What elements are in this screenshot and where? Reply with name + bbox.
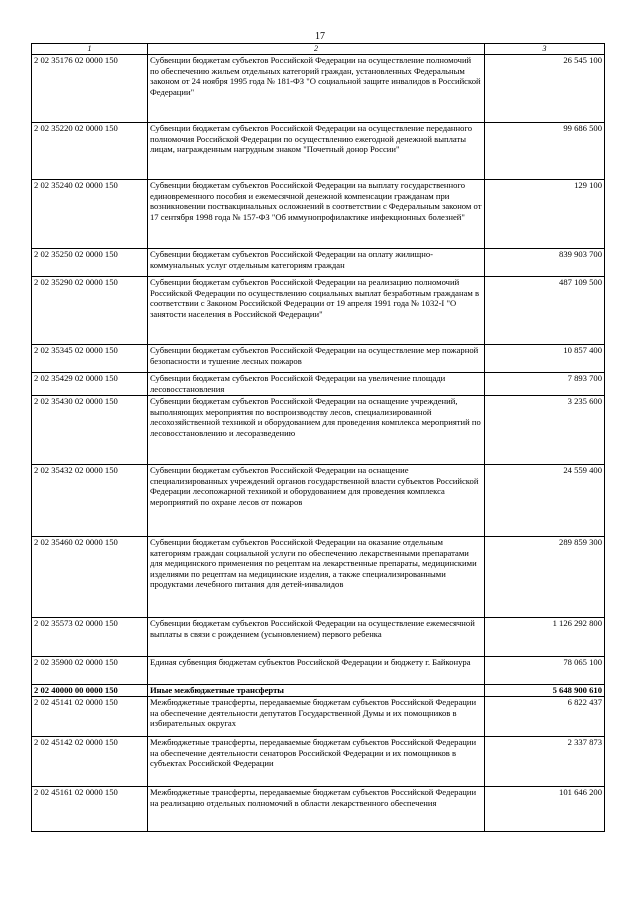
- table-row: [32, 277, 605, 345]
- description-cell: Субвенции бюджетам субъектов Российской Федерации на выплату государственного единовременного пособия и ежемесячной денежной компенсации гражданам при возникновении поствакцинальных осложнений в соответствии с Федеральным законом от 17 сентября 1998 года № 157-ФЗ "Об иммунопрофилактике инфекционных болезней": [148, 180, 485, 249]
- amount-cell: 101 646 200: [485, 787, 605, 832]
- code-cell: 2 02 35432 02 0000 150: [32, 465, 148, 537]
- amount-cell: 10 857 400: [485, 345, 605, 373]
- amount-cell: 2 337 873: [485, 737, 605, 787]
- table-row: [32, 618, 605, 657]
- description-cell: Субвенции бюджетам субъектов Российской Федерации на осуществление полномочий по обеспечению жильем отдельных категорий граждан, установленных Федеральным законом от 24 ноября 1995 года № 181-ФЗ "О социальной защите инвалидов в Российской Федерации": [148, 55, 485, 123]
- table-header-row: [32, 44, 605, 55]
- description-cell: Субвенции бюджетам субъектов Российской Федерации на оснащение специализированных учреждений органов государственной власти субъектов Российской Федерации лесопожарной техникой и оборудованием для проведения комплекса мероприятий по охране лесов от пожаров: [148, 465, 485, 537]
- amount-cell: 487 109 500: [485, 277, 605, 345]
- amount-cell: 3 235 600: [485, 396, 605, 465]
- code-cell: 2 02 45161 02 0000 150: [32, 787, 148, 832]
- table-row: [32, 249, 605, 277]
- code-cell: 2 02 45142 02 0000 150: [32, 737, 148, 787]
- budget-table: [31, 43, 605, 832]
- amount-cell: 78 065 100: [485, 657, 605, 685]
- description-cell: Субвенции бюджетам субъектов Российской Федерации на осуществление ежемесячной выплаты в связи с рождением (усыновлением) первого ребенка: [148, 618, 485, 657]
- code-cell: 2 02 35250 02 0000 150: [32, 249, 148, 277]
- table-row: [32, 180, 605, 249]
- code-cell: 2 02 35240 02 0000 150: [32, 180, 148, 249]
- description-cell: Субвенции бюджетам субъектов Российской Федерации на увеличение площади лесовосстановления: [148, 373, 485, 396]
- code-cell: 2 02 35573 02 0000 150: [32, 618, 148, 657]
- description-cell: Субвенции бюджетам субъектов Российской Федерации на осуществление переданного полномочия Российской Федерации по осуществлению ежегодной денежной выплаты лицам, награжденным нагрудным знаком "Почетный донор России": [148, 123, 485, 180]
- code-cell: 2 02 35176 02 0000 150: [32, 55, 148, 123]
- header-cell-description: 2: [148, 44, 485, 55]
- code-cell: 2 02 35460 02 0000 150: [32, 537, 148, 618]
- header-cell-code: 1: [32, 44, 148, 55]
- amount-cell: 1 126 292 800: [485, 618, 605, 657]
- table-body: [32, 44, 605, 832]
- amount-cell: 5 648 900 610: [485, 685, 605, 697]
- table-row: [32, 396, 605, 465]
- amount-cell: 289 859 300: [485, 537, 605, 618]
- table-row: [32, 55, 605, 123]
- table-row: [32, 685, 605, 697]
- description-cell: Иные межбюджетные трансферты: [148, 685, 485, 697]
- amount-cell: 129 100: [485, 180, 605, 249]
- description-cell: Межбюджетные трансферты, передаваемые бюджетам субъектов Российской Федерации на реализацию отдельных полномочий в области лекарственного обеспечения: [148, 787, 485, 832]
- code-cell: 2 02 35345 02 0000 150: [32, 345, 148, 373]
- code-cell: 2 02 35290 02 0000 150: [32, 277, 148, 345]
- table-row: [32, 123, 605, 180]
- amount-cell: 99 686 500: [485, 123, 605, 180]
- table-row: [32, 657, 605, 685]
- description-cell: Межбюджетные трансферты, передаваемые бюджетам субъектов Российской Федерации на обеспечение деятельности сенаторов Российской Федерации и их помощников в субъектах Российской Федерации: [148, 737, 485, 787]
- description-cell: Субвенции бюджетам субъектов Российской Федерации на реализацию полномочий Российской Федерации по осуществлению социальных выплат безработным гражданам в соответствии с Законом Российской Федерации от 19 апреля 1991 года № 1032-I "О занятости населения в Российской Федерации": [148, 277, 485, 345]
- table-row: [32, 787, 605, 832]
- amount-cell: 6 822 437: [485, 697, 605, 737]
- table-row: [32, 465, 605, 537]
- code-cell: 2 02 35430 02 0000 150: [32, 396, 148, 465]
- page-number: 17: [315, 31, 325, 42]
- code-cell: 2 02 45141 02 0000 150: [32, 697, 148, 737]
- header-cell-amount: 3: [485, 44, 605, 55]
- code-cell: 2 02 35900 02 0000 150: [32, 657, 148, 685]
- table-row: [32, 373, 605, 396]
- description-cell: Субвенции бюджетам субъектов Российской Федерации на осуществление мер пожарной безопасности и тушение лесных пожаров: [148, 345, 485, 373]
- amount-cell: 7 893 700: [485, 373, 605, 396]
- description-cell: Субвенции бюджетам субъектов Российской Федерации на оказание отдельным категориям граждан социальной услуги по обеспечению лекарственными препаратами для медицинского применения по рецептам на лекарственные препараты, медицинскими изделиями по рецептам на медицинские изделия, а также специализированными продуктами лечебного питания для детей-инвалидов: [148, 537, 485, 618]
- code-cell: 2 02 35220 02 0000 150: [32, 123, 148, 180]
- description-cell: Межбюджетные трансферты, передаваемые бюджетам субъектов Российской Федерации на обеспечение деятельности депутатов Государственной Думы и их помощников в избирательных округах: [148, 697, 485, 737]
- code-cell: 2 02 35429 02 0000 150: [32, 373, 148, 396]
- description-cell: Субвенции бюджетам субъектов Российской Федерации на оплату жилищно-коммунальных услуг отдельным категориям граждан: [148, 249, 485, 277]
- table-row: [32, 345, 605, 373]
- code-cell: 2 02 40000 00 0000 150: [32, 685, 148, 697]
- description-cell: Субвенции бюджетам субъектов Российской Федерации на оснащение учреждений, выполняющих мероприятия по воспроизводству лесов, специализированной лесохозяйственной техникой и оборудованием для проведения комплекса мероприятий по лесовосстановлению и лесоразведению: [148, 396, 485, 465]
- table-row: [32, 737, 605, 787]
- amount-cell: 24 559 400: [485, 465, 605, 537]
- table-row: [32, 697, 605, 737]
- table-row: [32, 537, 605, 618]
- amount-cell: 839 903 700: [485, 249, 605, 277]
- amount-cell: 26 545 100: [485, 55, 605, 123]
- description-cell: Единая субвенция бюджетам субъектов Российской Федерации и бюджету г. Байконура: [148, 657, 485, 685]
